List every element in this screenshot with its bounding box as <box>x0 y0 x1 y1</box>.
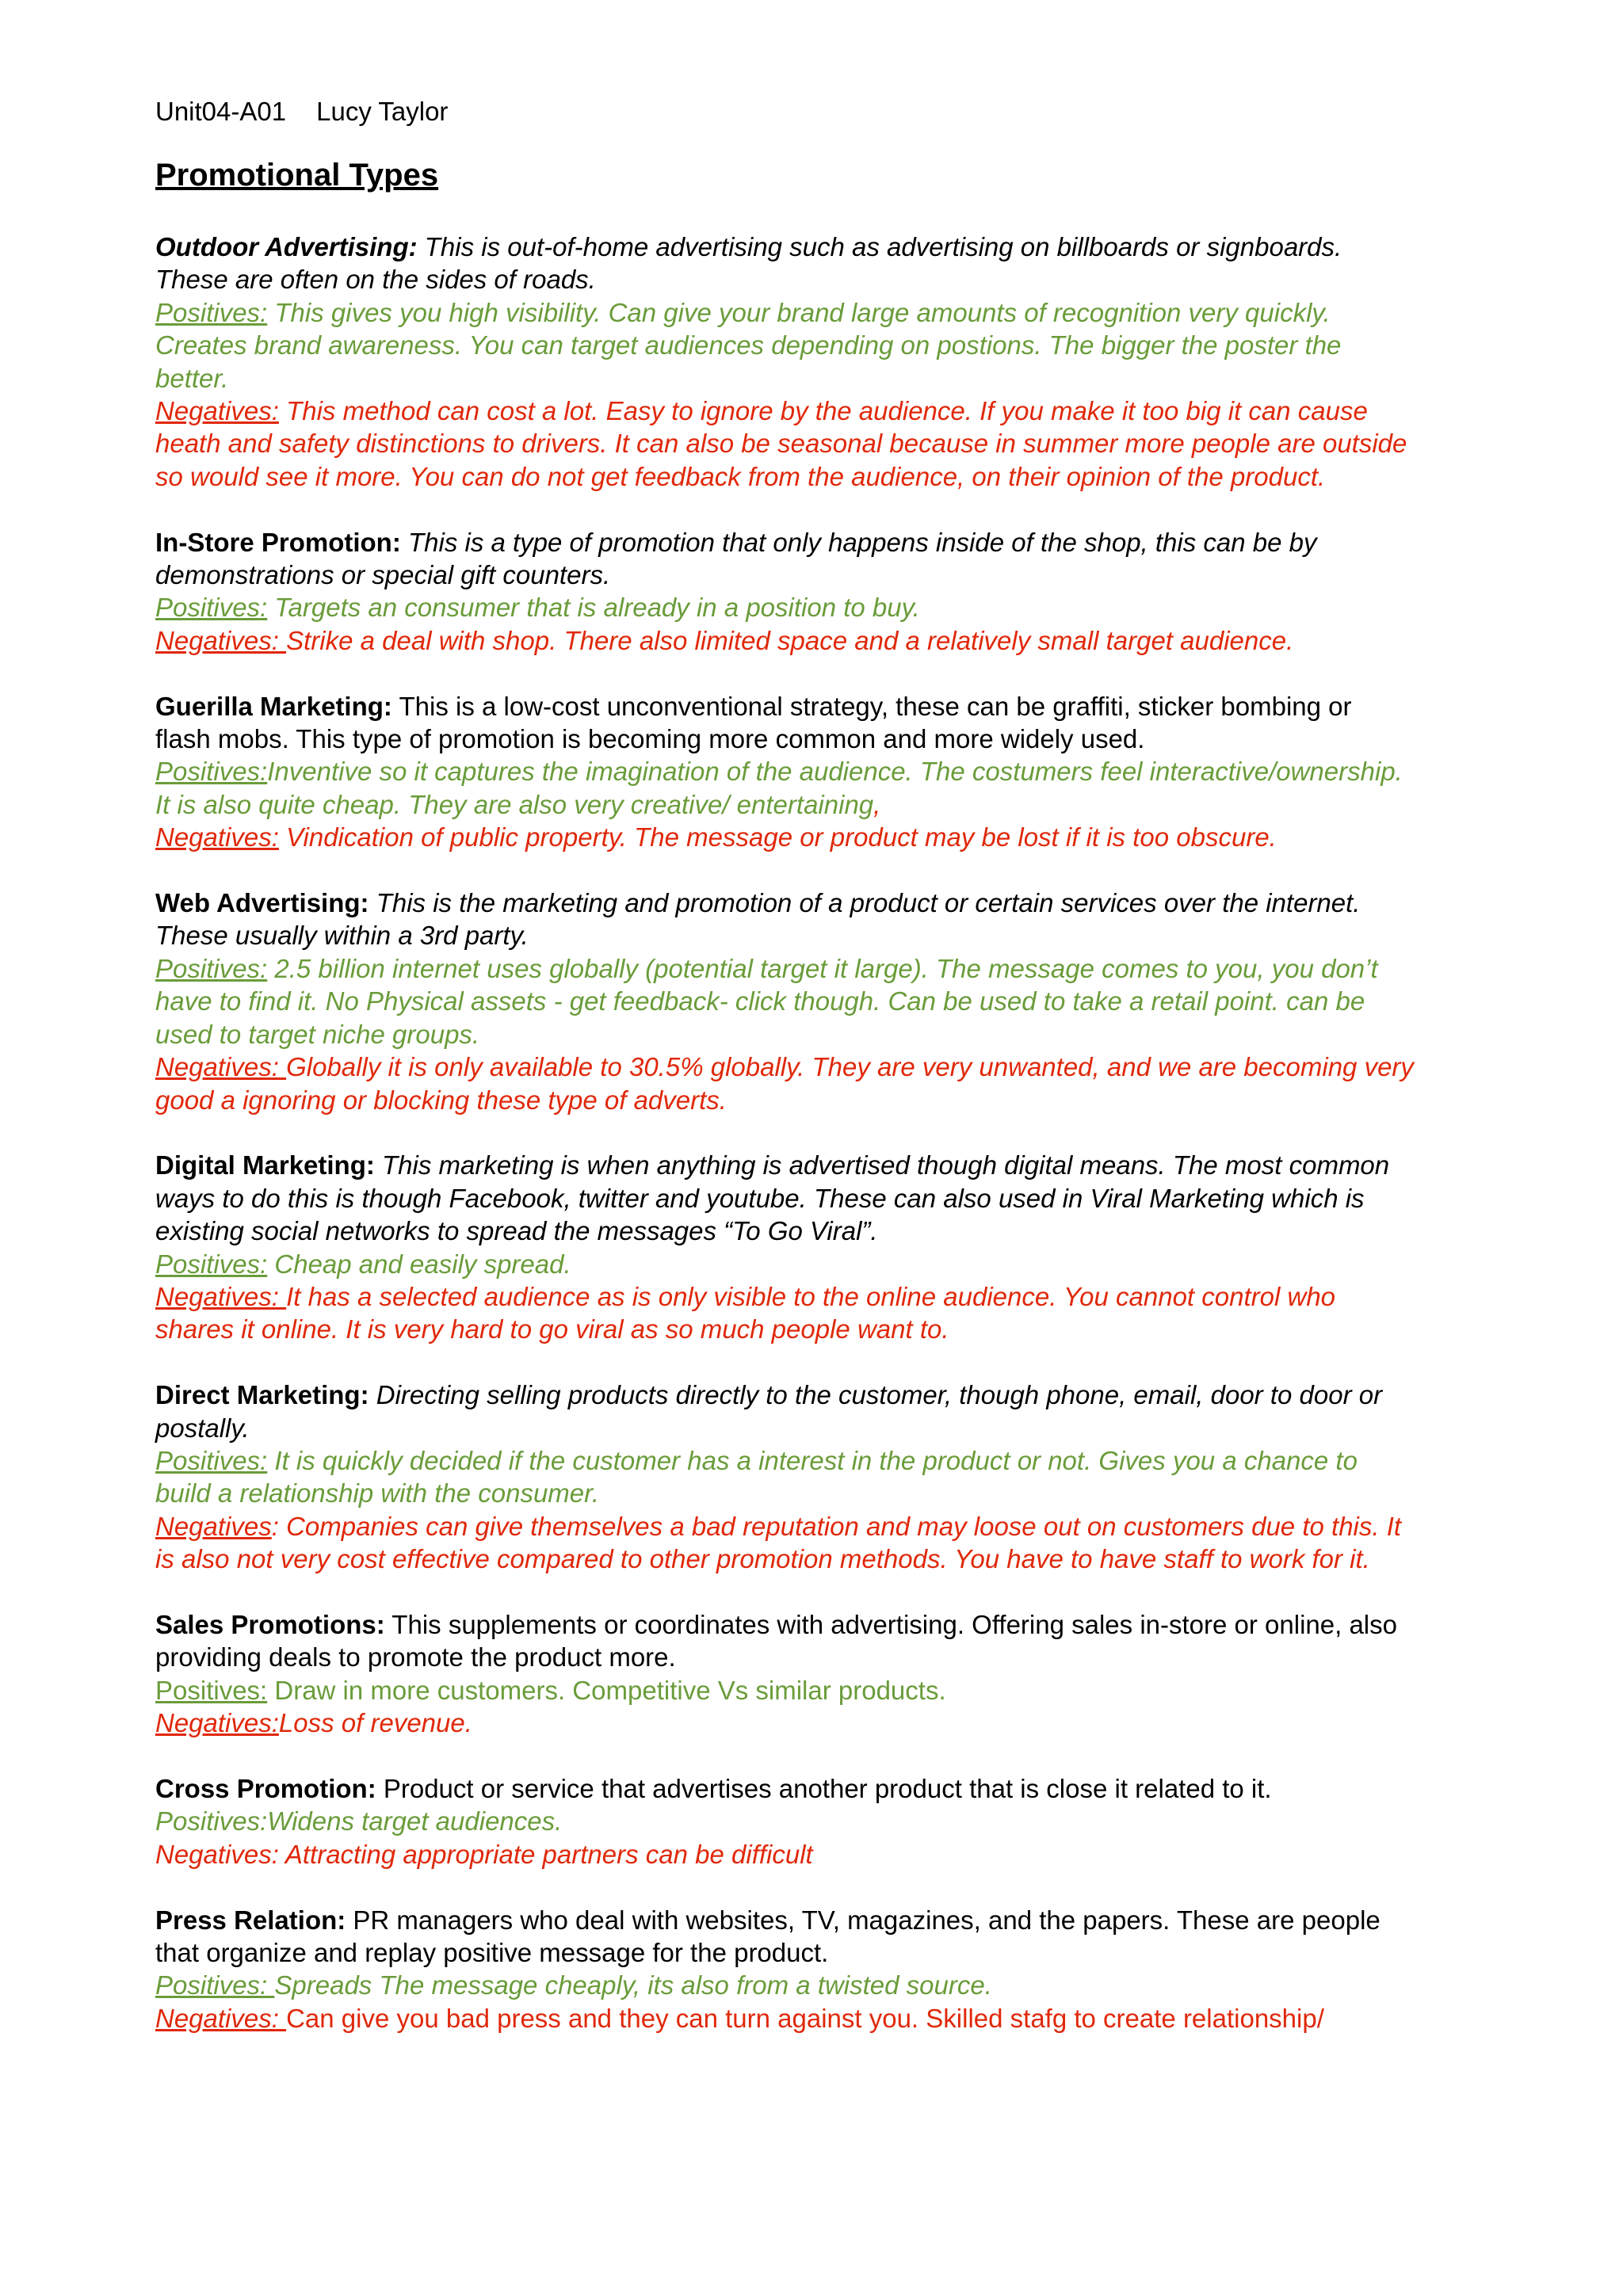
section-digital <box>155 1149 1503 1345</box>
text-line <box>155 526 1503 559</box>
text-line <box>155 559 1503 591</box>
text-run: These usually within a 3rd party. <box>155 921 529 951</box>
section-cross <box>155 1772 1503 1871</box>
positives-label: Positives: <box>155 593 268 623</box>
document-header <box>155 95 448 128</box>
text-line <box>155 329 1503 361</box>
page-title: Promotional Types <box>155 158 439 193</box>
text-line <box>155 1018 1503 1051</box>
negatives-label: Negatives: <box>155 1052 287 1082</box>
section-heading: Direct Marketing: <box>155 1380 369 1410</box>
text-line <box>155 624 1503 657</box>
negatives-label: Negatives: <box>155 396 279 426</box>
text-run: Globally it is only available to 30.5% globally. They are very unwanted, and we are becoming very <box>286 1052 1414 1082</box>
negatives-label: Negatives: <box>155 625 287 655</box>
negatives-label: Negatives: <box>155 1708 279 1738</box>
text-run: This is a type of promotion that only happens inside of the shop, this can be by <box>400 527 1317 557</box>
text-run: Loss of revenue. <box>278 1708 472 1738</box>
positives-label: Positives: <box>155 297 268 327</box>
text-run: postally. <box>155 1413 250 1443</box>
section-heading: Digital Marketing: <box>155 1150 375 1180</box>
text-line <box>155 1608 1503 1641</box>
text-run: ways to do this is though Facebook, twitter and youtube. These can also used in Viral Marketing which is <box>155 1183 1365 1213</box>
text-line <box>155 395 1503 427</box>
text-line <box>155 1772 1503 1805</box>
text-run: This marketing is when anything is advertised though digital means. The most common <box>374 1150 1390 1180</box>
text-run: Creates brand awareness. You can target audiences depending on postions. The bigger the poster the <box>155 330 1342 360</box>
text-line <box>155 1543 1503 1575</box>
text-line <box>155 723 1503 755</box>
text-line <box>155 362 1503 395</box>
text-run: Positives:Widens target audiences. <box>155 1806 563 1836</box>
text-run: 2.5 billion internet uses globally (potential target it large). The message comes to you, you don’t <box>267 953 1378 983</box>
section-heading: Cross Promotion: <box>155 1773 376 1803</box>
text-run: It is also quite cheap. They are also very creative/ entertaining <box>155 789 874 819</box>
text-line <box>155 1084 1503 1116</box>
text-run: This is out-of-home advertising such as advertising on billboards or signboards. <box>417 232 1342 261</box>
text-run: It is quickly decided if the customer has a interest in the product or not. Gives you a chance to <box>267 1445 1358 1475</box>
section-outdoor <box>155 231 1503 493</box>
negatives-label: Negatives: <box>155 822 279 852</box>
text-run: used to target niche groups. <box>155 1019 480 1049</box>
section-heading: In-Store Promotion: <box>155 527 401 557</box>
text-line <box>155 919 1503 952</box>
text-run: : Companies can give themselves a bad reputation and may loose out on customers due to this. It <box>271 1511 1402 1541</box>
text-line <box>155 1674 1503 1707</box>
text-line <box>155 1051 1503 1083</box>
unit-code: Unit04-A01 <box>155 97 287 126</box>
section-web <box>155 887 1503 1116</box>
text-run: Directing selling products directly to the customer, though phone, email, door to door or <box>369 1380 1383 1410</box>
text-run: Draw in more customers. Competitive Vs similar products. <box>267 1675 946 1705</box>
positives-label: Positives: <box>155 953 268 983</box>
text-run: Inventive so it captures the imagination of the audience. The costumers feel interactive/ownership. <box>267 757 1403 787</box>
text-line <box>155 1936 1503 1969</box>
text-run: shares it online. It is very hard to go viral as so much people want to. <box>155 1314 949 1344</box>
text-run: good a ignoring or blocking these type of adverts. <box>155 1085 727 1115</box>
positives-label: Positives: <box>155 1970 275 2000</box>
text-run: Targets an consumer that is already in a position to buy. <box>267 593 920 623</box>
text-line <box>155 1904 1503 1936</box>
negatives-label: Negatives: <box>155 1281 287 1311</box>
text-run: build a relationship with the consumer. <box>155 1478 600 1508</box>
text-line <box>155 690 1503 723</box>
text-line <box>155 1707 1503 1739</box>
negatives-label: Negatives <box>155 1511 272 1541</box>
text-run: This supplements or coordinates with advertising. Offering sales in-store or online, also <box>384 1609 1397 1639</box>
section-heading: Web Advertising: <box>155 888 369 918</box>
text-run: This is a low-cost unconventional strategy, these can be graffiti, sticker bombing or <box>391 691 1352 721</box>
positives-label: Positives: <box>155 1249 268 1279</box>
text-line <box>155 1805 1503 1837</box>
text-run: providing deals to promote the product more. <box>155 1642 676 1672</box>
section-direct <box>155 1379 1503 1575</box>
text-run: PR managers who deal with websites, TV, magazines, and the papers. These are people <box>346 1905 1381 1935</box>
text-run: better. <box>155 363 229 393</box>
text-line <box>155 1149 1503 1181</box>
section-press <box>155 1904 1503 2035</box>
text-line <box>155 1248 1503 1280</box>
text-run: Strike a deal with shop. There also limited space and a relatively small target audience. <box>286 625 1294 655</box>
text-line <box>155 1969 1503 2001</box>
text-line <box>155 231 1503 263</box>
text-line <box>155 1641 1503 1673</box>
text-line <box>155 788 1503 821</box>
text-line <box>155 591 1503 624</box>
text-run: existing social networks to spread the messages “To Go Viral”. <box>155 1216 878 1246</box>
promotion-sections <box>155 231 1503 2068</box>
positives-label: Positives: <box>155 1445 268 1475</box>
text-run: This gives you high visibility. Can give your brand large amounts of recognition very quickly. <box>267 297 1331 327</box>
text-run: Spreads The message cheaply, its also from a twisted source. <box>274 1970 992 2000</box>
text-line <box>155 1280 1503 1313</box>
text-run: demonstrations or special gift counters. <box>155 560 611 590</box>
section-heading: Guerilla Marketing: <box>155 691 392 721</box>
text-run: This is the marketing and promotion of a product or certain services over the internet. <box>369 888 1361 918</box>
text-line <box>155 460 1503 493</box>
section-sales <box>155 1608 1503 1740</box>
text-line <box>155 1444 1503 1477</box>
text-run: Negatives: Attracting appropriate partners can be difficult <box>155 1839 813 1869</box>
text-run: that organize and replay positive message for the product. <box>155 1938 829 1967</box>
text-run: so would see it more. You can do not get feedback from the audience, on their opinion of the product. <box>155 461 1326 491</box>
text-line <box>155 755 1503 788</box>
section-heading: Sales Promotions: <box>155 1609 385 1639</box>
text-run: Vindication of public property. The message or product may be lost if it is too obscure. <box>278 822 1277 852</box>
text-line <box>155 1215 1503 1247</box>
text-run: , <box>873 789 881 819</box>
text-line <box>155 985 1503 1017</box>
text-line <box>155 1379 1503 1411</box>
text-line <box>155 952 1503 985</box>
text-line <box>155 1838 1503 1871</box>
text-line <box>155 2002 1503 2035</box>
text-run: Product or service that advertises another product that is close it related to it. <box>376 1773 1272 1803</box>
text-line <box>155 1510 1503 1543</box>
text-line <box>155 1477 1503 1509</box>
text-line <box>155 427 1503 460</box>
text-run: Cheap and easily spread. <box>267 1249 571 1279</box>
positives-label: Positives: <box>155 1675 268 1705</box>
text-run: Can give you bad press and they can turn against you. Skilled stafg to create relationship/ <box>286 2003 1324 2033</box>
text-line <box>155 887 1503 919</box>
section-heading: Outdoor Advertising: <box>155 232 418 261</box>
text-run: flash mobs. This type of promotion is becoming more common and more widely used. <box>155 724 1145 754</box>
section-heading: Press Relation: <box>155 1905 346 1935</box>
text-run: heath and safety distinctions to drivers. It can also be seasonal because in summer more people are outside <box>155 429 1407 459</box>
text-line <box>155 1182 1503 1215</box>
positives-label: Positives: <box>155 757 268 787</box>
text-line <box>155 1313 1503 1345</box>
section-guerilla <box>155 690 1503 854</box>
section-in-store <box>155 526 1503 658</box>
text-run: It has a selected audience as is only visible to the online audience. You cannot control who <box>286 1281 1336 1311</box>
text-run: is also not very cost effective compared to other promotion methods. You have to have staff to work for it. <box>155 1544 1370 1574</box>
negatives-label: Negatives: <box>155 2003 287 2033</box>
text-run: These are often on the sides of roads. <box>155 265 596 295</box>
text-line <box>155 821 1503 853</box>
author-name: Lucy Taylor <box>316 97 449 126</box>
text-line <box>155 296 1503 329</box>
text-run: have to find it. No Physical assets - get feedback- click though. Can be used to take a retail point. can be <box>155 986 1365 1016</box>
text-run: This method can cost a lot. Easy to ignore by the audience. If you make it too big it can cause <box>278 396 1368 426</box>
text-line <box>155 263 1503 296</box>
text-line <box>155 1412 1503 1444</box>
